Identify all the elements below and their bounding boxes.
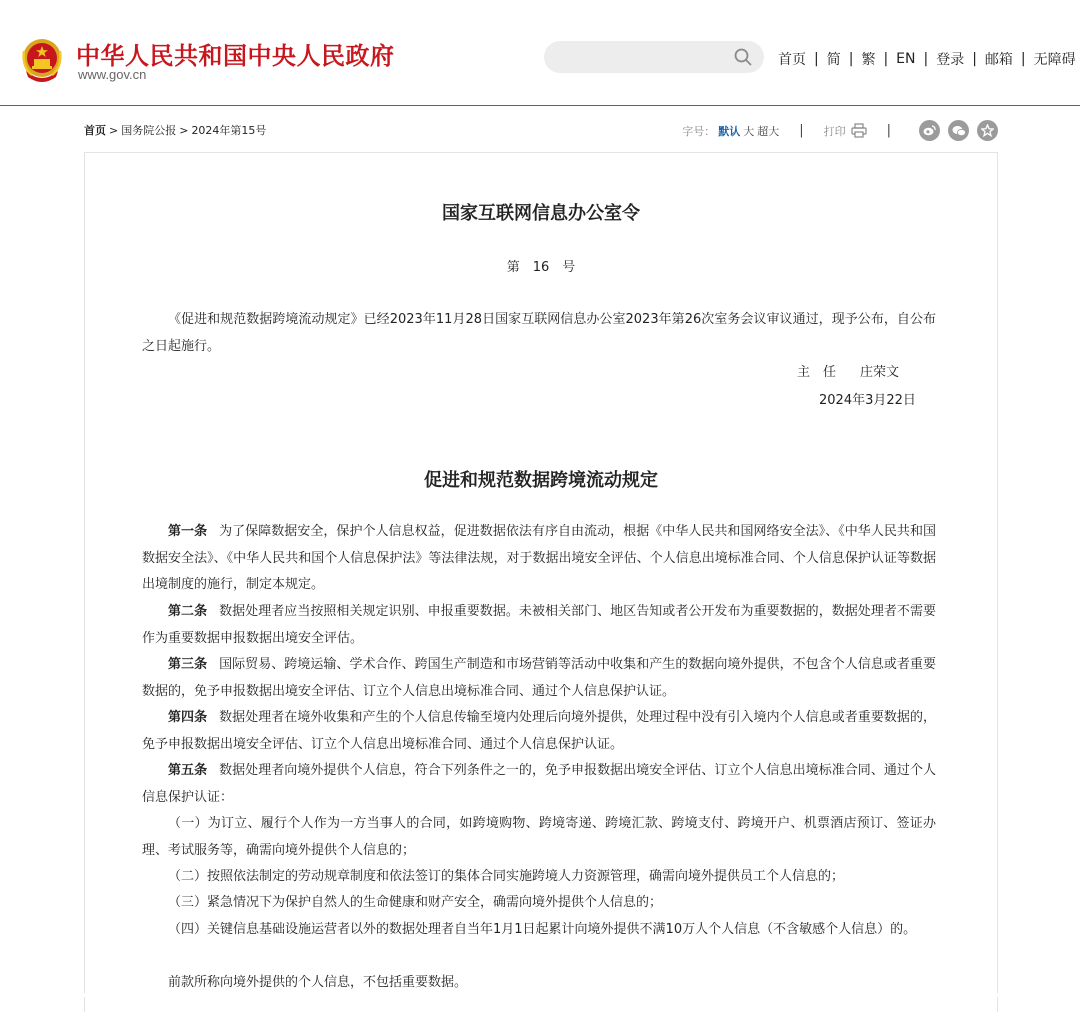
wechat-share-button[interactable] [948, 120, 969, 141]
font-size-large[interactable]: 大 [743, 124, 755, 138]
nav-mail[interactable]: 邮箱 [984, 52, 1013, 68]
nav-separator: | [814, 51, 819, 67]
article-heading: 第一条 [168, 524, 208, 539]
regulation-title: 促进和规范数据跨境流动规定 [424, 470, 658, 491]
signature [797, 361, 899, 380]
decree-issuer-title: 国家互联网信息办公室令 [442, 203, 640, 224]
article-text: 国际贸易、跨境运输、学术合作、跨国生产制造和市场营销等活动中收集和产生的数据向境外提供，不包含个人信息或者重要数据的，免予申报数据出境安全评估、订立个人信息出境标准合同、通过个人信息保护认证。 [142, 657, 936, 699]
breadcrumb-home[interactable]: 首页 [84, 124, 106, 137]
breadcrumb-issue[interactable]: 2024年第15号 [191, 124, 267, 137]
article-heading: 第五条 [168, 763, 208, 778]
nav-separator: | [1020, 51, 1026, 67]
top-navigation [778, 49, 1076, 69]
document-card [84, 152, 998, 1012]
weibo-icon [923, 125, 936, 136]
article-4 [142, 705, 936, 758]
tools-divider: | [799, 123, 804, 138]
nav-home[interactable]: 首页 [778, 52, 806, 68]
print-button[interactable] [824, 123, 867, 139]
site-title[interactable]: 中华人民共和国中央人民政府 [76, 42, 395, 70]
article-2 [142, 599, 936, 652]
site-domain: www.gov.cn [78, 67, 147, 82]
breadcrumb-separator: > [179, 124, 189, 137]
nav-login[interactable]: 登录 [936, 52, 965, 68]
breadcrumb-separator: > [109, 124, 119, 137]
weibo-share-button[interactable] [919, 120, 940, 141]
nav-simplified[interactable]: 简 [826, 52, 841, 68]
nav-separator: | [883, 51, 889, 67]
article-text: 数据处理者在境外收集和产生的个人信息传输至境内处理后向境外提供，处理过程中没有引入境内个人信息或者重要数据的，免予申报数据出境安全评估、订立个人信息出境标准合同、通过个人信息保护认证。 [142, 710, 936, 752]
search-input[interactable] [544, 41, 764, 73]
print-label: 打印 [823, 124, 846, 138]
page-tools [682, 120, 998, 141]
article-text: 数据处理者向境外提供个人信息，符合下列条件之一的，免予申报数据出境安全评估、订立个人信息出境标准合同、通过个人信息保护认证： [142, 763, 936, 805]
font-size-label: 字号： [682, 124, 716, 138]
article-3 [142, 652, 936, 705]
search-icon[interactable] [734, 48, 752, 66]
sign-date: 2024年3月22日 [819, 393, 916, 408]
article-toolbar [84, 120, 998, 140]
article-1 [142, 519, 936, 599]
national-emblem-icon[interactable] [20, 37, 64, 83]
closing-note: 前款所称向境外提供的个人信息，不包括重要数据。 [168, 975, 468, 990]
clause-4: （四）关键信息基础设施运营者以外的数据处理者自当年1月1日起累计向境外提供不满10万人个人信息（不含敏感个人信息）的。 [168, 922, 917, 937]
decree-number: 第 16 号 [506, 260, 576, 275]
breadcrumb-gazette[interactable]: 国务院公报 [121, 124, 177, 137]
nav-traditional[interactable]: 繁 [861, 52, 876, 68]
font-size-default[interactable]: 默认 [718, 124, 741, 138]
decree-body: 《促进和规范数据跨境流动规定》已经2023年11月28日国家互联网信息办公室2023年第26次室务会议审议通过，现予公布，自公布之日起施行。 [142, 312, 936, 354]
site-header [0, 0, 1080, 106]
clause-2: （二）按照依法制定的劳动规章制度和依法签订的集体合同实施跨境人力资源管理，确需向境外提供员工个人信息的； [168, 869, 845, 884]
article-heading: 第四条 [168, 710, 208, 725]
wechat-icon [952, 125, 966, 137]
nav-english[interactable]: EN [896, 51, 916, 67]
tools-divider: | [886, 123, 891, 138]
printer-icon [851, 123, 867, 138]
favorite-icon [981, 124, 994, 137]
article-text: 为了保障数据安全，保护个人信息权益，促进数据依法有序自由流动，根据《中华人民共和国网络安全法》、《中华人民共和国数据安全法》、《中华人民共和国个人信息保护法》等法律法规，对于数据出境安全评估、个人信息出境标准合同、个人信息保护认证等数据出境制度的施行，制定本规定。 [142, 524, 936, 592]
article-heading: 第二条 [168, 604, 208, 619]
signer-title: 主 任 [797, 365, 837, 380]
signer-name: 庄荣文 [860, 365, 900, 380]
article-text: 数据处理者应当按照相关规定识别、申报重要数据。未被相关部门、地区告知或者公开发布为重要数据的，数据处理者不需要作为重要数据申报数据出境安全评估。 [142, 604, 936, 646]
nav-separator: | [972, 51, 977, 67]
article-5 [142, 758, 936, 811]
font-size-xlarge[interactable]: 超大 [757, 124, 780, 138]
clause-1: （一）为订立、履行个人作为一方当事人的合同，如跨境购物、跨境寄递、跨境汇款、跨境支付、跨境开户、机票酒店预订、签证办理、考试服务等，确需向境外提供个人信息的； [142, 816, 936, 858]
nav-accessibility[interactable]: 无障碍 [1033, 52, 1076, 68]
nav-separator: | [848, 51, 854, 67]
breadcrumb [84, 122, 266, 138]
viewport-bottom-edge [0, 993, 1080, 997]
nav-separator: | [923, 51, 929, 67]
article-heading: 第三条 [168, 657, 208, 672]
favorite-button[interactable] [977, 120, 998, 141]
clause-3: （三）紧急情况下为保护自然人的生命健康和财产安全，确需向境外提供个人信息的； [168, 895, 663, 910]
